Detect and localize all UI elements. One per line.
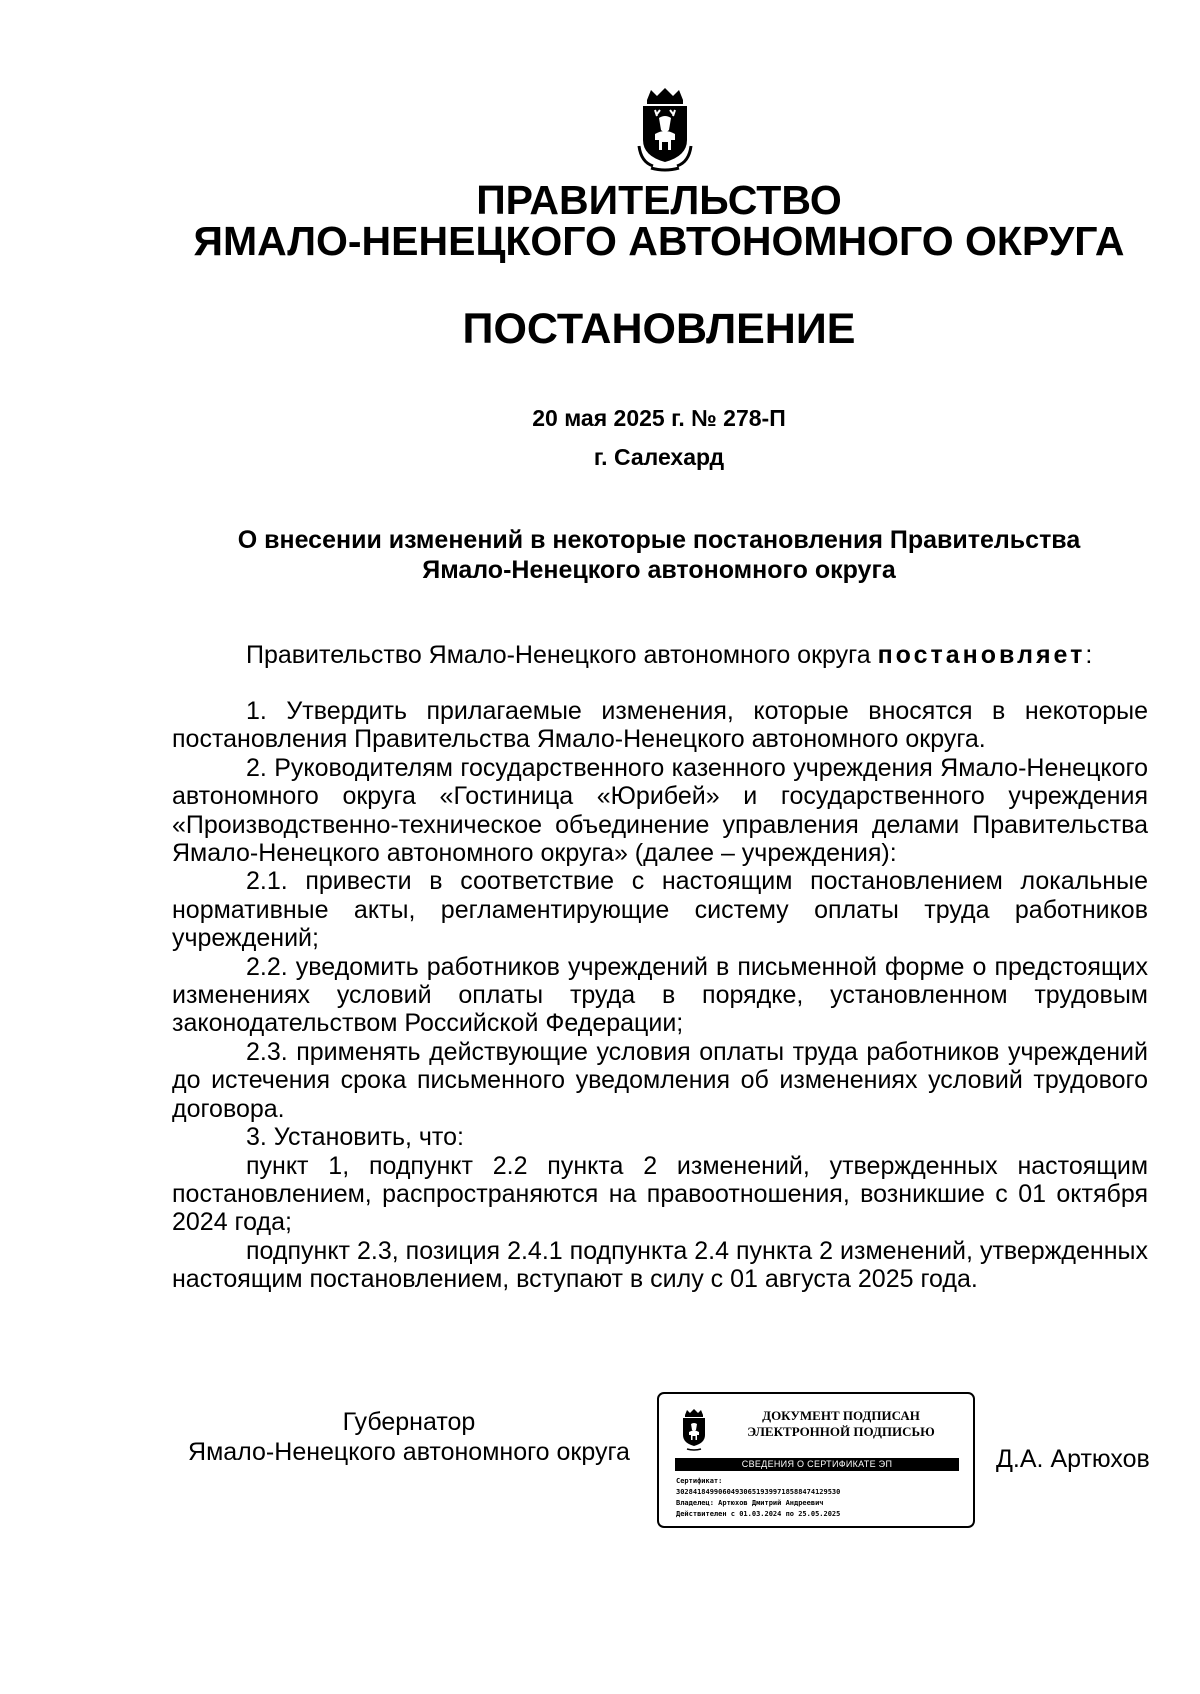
subject-line1: О внесении изменений в некоторые постановления Правительства <box>237 526 1081 554</box>
document-date-number: 20 мая 2025 г. № 278-П <box>532 405 786 431</box>
paragraph-2: 2. Руководителям государственного казенного учреждения Ямало-Ненецкого автономного округа «Гостиница «Юрибей» и государственного учреждения «Производственно-техническое объединение управления делами Правительства Ямало-Ненецкого автономного округа» (далее – учреждения): <box>172 753 1148 868</box>
paragraph-3: 3. Установить, что: <box>246 1123 464 1152</box>
stamp-owner: Владелец: Артюхов Дмитрий Андреевич <box>676 1499 824 1507</box>
paragraph-3-item-2: подпункт 2.3, позиция 2.4.1 подпункта 2.4 пункта 2 изменений, утвержденных настоящим постановлением, вступают в силу с 01 августа 2025 года. <box>172 1236 1148 1294</box>
stamp-certificate-info <box>676 1476 966 1520</box>
stamp-title-line1: ДОКУМЕНТ ПОДПИСАН <box>762 1408 920 1423</box>
subject-line2: Ямало-Ненецкого автономного округа <box>422 556 896 584</box>
intro-text: Правительство Ямало-Ненецкого автономного округа <box>246 641 878 669</box>
stamp-title <box>717 1408 965 1440</box>
signatory-position-line1: Губернатор <box>342 1408 476 1436</box>
stamp-title-line2: ЭЛЕКТРОННОЙ ПОДПИСЬЮ <box>747 1424 935 1439</box>
document-city: г. Салехард <box>593 444 725 470</box>
intro-emphasis: постановляет <box>877 641 1086 669</box>
electronic-signature-stamp <box>657 1392 975 1528</box>
paragraph-3-item-1: пункт 1, подпункт 2.2 пункта 2 изменений, утвержденных настоящим постановлением, распространяются на правоотношения, возникшие с 01 октября 2024 года; <box>172 1151 1148 1237</box>
document-subject <box>170 525 1148 585</box>
signatory-position-line2: Ямало-Ненецкого автономного округа <box>188 1438 630 1466</box>
intro-suffix: : <box>1085 641 1093 669</box>
signatory-position <box>170 1407 648 1467</box>
org-name-line2: ЯМАЛО-НЕНЕЦКОГО АВТОНОМНОГО ОКРУГА <box>193 218 1125 264</box>
org-name-line1: ПРАВИТЕЛЬСТВО <box>476 177 842 223</box>
coat-of-arms-small-icon <box>678 1408 710 1452</box>
stamp-cert-value: 302841849906049306519399718588474129530 <box>676 1488 841 1496</box>
document-body <box>172 697 1148 1294</box>
coat-of-arms-icon <box>633 86 697 174</box>
paragraph-2-3: 2.3. применять действующие условия оплаты труда работников учреждений до истечения срока письменного уведомления об изменениях условий трудового договора. <box>172 1037 1148 1123</box>
stamp-cert-label: Сертификат: <box>676 1477 723 1485</box>
paragraph-1: 1. Утвердить прилагаемые изменения, которые вносятся в некоторые постановления Правительства Ямало-Ненецкого автономного округа. <box>172 697 1148 754</box>
intro-sentence <box>246 640 1092 670</box>
paragraph-2-1: 2.1. привести в соответствие с настоящим постановлением локальные нормативные акты, регламентирующие систему оплаты труда работников учреждений; <box>172 867 1148 953</box>
document-type: ПОСТАНОВЛЕНИЕ <box>462 305 856 353</box>
signatory-name: Д.А. Артюхов <box>996 1445 1150 1473</box>
stamp-certificate-bar: СВЕДЕНИЯ О СЕРТИФИКАТЕ ЭП <box>675 1458 959 1471</box>
stamp-validity: Действителен с 01.03.2024 по 25.05.2025 <box>676 1510 841 1518</box>
paragraph-2-2: 2.2. уведомить работников учреждений в письменной форме о предстоящих изменениях условий оплаты труда в порядке, установленном трудовым законодательством Российской Федерации; <box>172 952 1148 1038</box>
